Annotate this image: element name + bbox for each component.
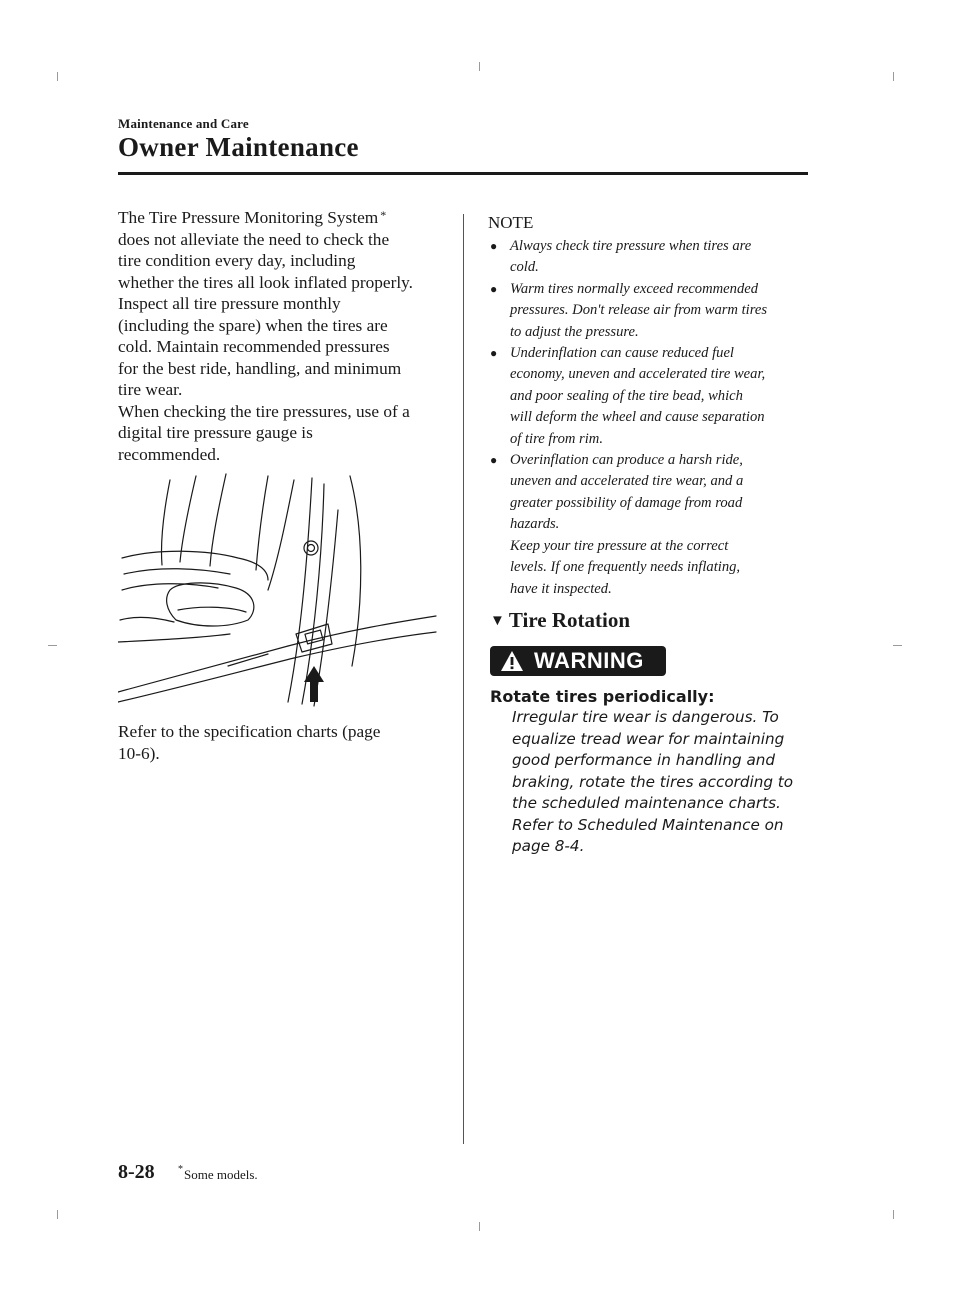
- note-line: pressures. Don't release air from warm tires: [510, 302, 768, 319]
- warning-icon: [500, 650, 524, 672]
- intro-line: When checking the tire pressures, use of a: [118, 401, 410, 421]
- bullet-icon: ●: [490, 239, 498, 253]
- note-line: Underinflation can cause reduced fuel: [510, 345, 734, 362]
- bullet-icon: ●: [490, 453, 498, 468]
- tire-rotation-title: Tire Rotation: [508, 608, 630, 632]
- footnote: [176, 1164, 258, 1183]
- page-title: Owner Maintenance: [118, 132, 359, 162]
- intro-line: tire wear.: [118, 380, 183, 399]
- note-line: will deform the wheel and cause separation: [510, 409, 765, 426]
- warning-title: Rotate tires periodically:: [490, 687, 715, 706]
- warning-line: Irregular tire wear is dangerous. To: [512, 708, 779, 726]
- intro-line: for the best ride, handling, and minimum: [118, 358, 402, 378]
- tire-label-illustration: [118, 470, 438, 710]
- refer-line: 10-6).: [118, 743, 160, 763]
- intro-line: recommended.: [118, 444, 221, 464]
- column-divider: [463, 214, 464, 1144]
- intro-line: tire condition every day, including: [118, 251, 356, 270]
- note-list: [488, 236, 808, 600]
- note-line: to adjust the pressure.: [510, 323, 639, 340]
- note-line: economy, uneven and accelerated tire wear,: [510, 366, 766, 383]
- intro-line: whether the tires all look inflated properly.: [118, 272, 413, 292]
- note-line: have it inspected.: [510, 580, 612, 597]
- note-line: Keep your tire pressure at the correct: [510, 537, 729, 554]
- intro-line: digital tire pressure gauge is: [118, 423, 313, 442]
- note-line: Overinflation can produce a harsh ride,: [510, 452, 743, 469]
- note-line: and poor sealing of the tire bead, which: [510, 387, 743, 404]
- note-line: hazards.: [510, 516, 560, 533]
- note-heading: NOTE: [488, 213, 534, 232]
- warning-line: page 8-4.: [512, 837, 585, 855]
- section-label: Maintenance and Care: [118, 116, 249, 131]
- footnote-star: *: [178, 1164, 183, 1175]
- triangle-icon: ▼: [490, 613, 505, 629]
- page-number: 8-28: [118, 1161, 155, 1183]
- warning-line: Refer to Scheduled Maintenance on: [512, 815, 784, 834]
- note-line: Always check tire pressure when tires are: [510, 238, 752, 254]
- intro-line: (including the spare) when the tires are: [118, 315, 388, 335]
- note-line: greater possibility of damage from road: [510, 494, 743, 511]
- warning-label: WARNING: [534, 648, 644, 673]
- bullet-icon: ●: [490, 281, 498, 296]
- note-line: uneven and accelerated tire wear, and a: [510, 473, 744, 490]
- note-item: [488, 450, 808, 600]
- warning-line: braking, rotate the tires according to: [512, 772, 794, 791]
- warning-badge: [490, 646, 666, 676]
- intro-line: Inspect all tire pressure monthly: [118, 294, 341, 313]
- intro-line: cold. Maintain recommended pressures: [118, 337, 390, 356]
- footnote-text: Some models.: [184, 1167, 258, 1182]
- warning-body: [512, 707, 812, 858]
- note-line: cold.: [510, 259, 539, 276]
- note-item: [488, 343, 808, 450]
- intro-line: does not alleviate the need to check the: [118, 229, 390, 249]
- warning-line: the scheduled maintenance charts.: [512, 794, 781, 812]
- warning-line: good performance in handling and: [512, 751, 776, 769]
- note-item: [488, 236, 808, 279]
- refer-line: Refer to the specification charts (page: [118, 722, 381, 741]
- refer-paragraph: [118, 721, 438, 764]
- footnote-star: *: [380, 208, 387, 222]
- note-line: Warm tires normally exceed recommended: [510, 280, 759, 297]
- intro-first-line: The Tire Pressure Monitoring System: [118, 208, 379, 227]
- tire-rotation-heading: [490, 608, 630, 633]
- note-line: levels. If one frequently needs inflating,: [510, 559, 741, 576]
- title-divider: [118, 172, 808, 175]
- note-item: [488, 279, 808, 343]
- note-line: of tire from rim.: [510, 430, 603, 447]
- warning-line: equalize tread wear for maintaining: [512, 729, 785, 748]
- intro-paragraph: [118, 207, 440, 465]
- bullet-icon: ●: [490, 346, 498, 361]
